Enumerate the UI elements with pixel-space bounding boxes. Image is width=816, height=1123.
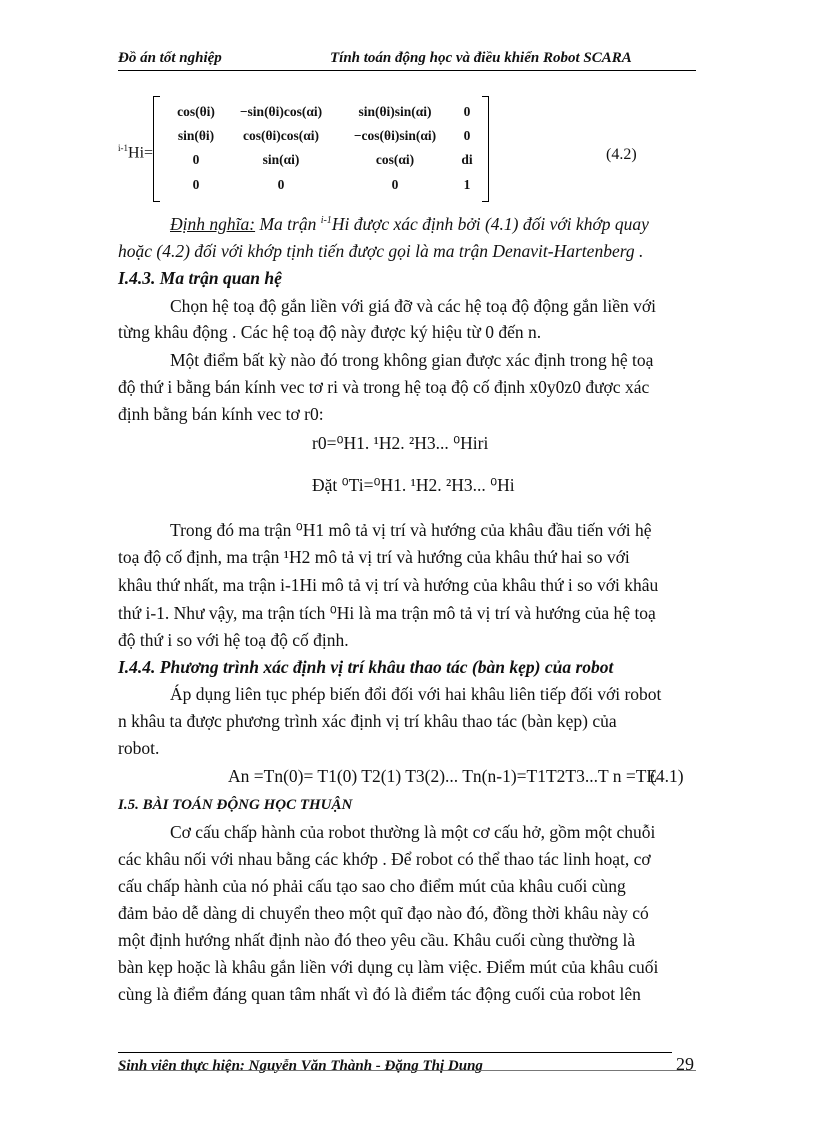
- paragraph-line: toạ độ cố định, ma trận ¹H2 mô tả vị trí và hướng của khâu thứ hai so với: [118, 547, 630, 567]
- matrix-cell: 0: [463, 104, 471, 119]
- footer-authors: Sinh viên thực hiện: Nguyễn Văn Thành - Đặng Thị Dung: [118, 1058, 483, 1074]
- header-right: Tính toán động học và điều khiển Robot SCARA: [330, 50, 632, 66]
- matrix-cell: sin(αi): [262, 152, 300, 167]
- paragraph-line: cùng là điểm đáng quan tâm nhất vì đó là điểm tác động cuối của robot lên: [118, 984, 641, 1004]
- paragraph-line: thứ i-1. Như vậy, ma trận tích ⁰Hi là ma trận mô tả vị trí và hướng của hệ toạ: [118, 603, 656, 623]
- equation: An =Tn(0)= T1(0) T2(1) T3(2)... Tn(n-1)=T1T2T3...T n =TE: [228, 766, 658, 786]
- paragraph-line: cấu chấp hành của nó phải cấu tạo sao cho điểm mút của khâu cuối cùng: [118, 876, 626, 896]
- paragraph-line: robot.: [118, 738, 160, 758]
- matrix-cell: cos(θi)cos(αi): [242, 128, 320, 143]
- paragraph-line: Một điểm bất kỳ nào đó trong không gian được xác định trong hệ toạ: [170, 350, 654, 370]
- equation: r0=⁰H1. ¹H2. ²H3... ⁰Hiri: [312, 433, 489, 453]
- header-left: Đồ án tốt nghiệp: [118, 50, 222, 66]
- paragraph-line: định bằng bán kính vec tơ r0:: [118, 404, 324, 424]
- equation-number: (4.2): [606, 146, 637, 163]
- matrix-cell: 0: [463, 128, 471, 143]
- paragraph-line: các khâu nối với nhau bằng các khớp . Để robot có thể thao tác linh hoạt, cơ: [118, 849, 651, 869]
- paragraph-line: khâu thứ nhất, ma trận i-1Hi mô tả vị trí và hướng của khâu thứ i so với khâu: [118, 575, 659, 595]
- page-header: [118, 50, 696, 71]
- matrix-cell: sin(θi): [177, 128, 215, 143]
- paragraph-line: một định hướng nhất định nào đó theo yêu cầu. Khâu cuối cùng thường là: [118, 930, 636, 950]
- matrix-cell: 0: [391, 177, 399, 192]
- matrix-cell: −sin(θi)cos(αi): [239, 104, 323, 119]
- matrix-cell: cos(αi): [375, 152, 415, 167]
- paragraph-line: độ thứ i so với hệ toạ độ cố định.: [118, 630, 349, 650]
- matrix-cell: di: [461, 152, 473, 167]
- page-border: [118, 1070, 696, 1071]
- paragraph-line: bàn kẹp hoặc là khâu gắn liền với dụng cụ làm việc. Điểm mút của khâu cuối: [118, 957, 659, 977]
- page-number: 29: [676, 1054, 694, 1074]
- equation: Đặt ⁰Ti=⁰H1. ¹H2. ²H3... ⁰Hi: [312, 475, 515, 495]
- paragraph-line: Trong đó ma trận ⁰H1 mô tả vị trí và hướng của khâu đầu tiến với hệ: [170, 520, 652, 540]
- section-heading: I.5. BÀI TOÁN ĐỘNG HỌC THUẬN: [118, 797, 353, 813]
- matrix-label: $^{i-1}$Hi=: [118, 143, 154, 162]
- matrix-cell: sin(θi)sin(αi): [358, 104, 432, 119]
- dh-matrix: [153, 96, 489, 202]
- matrix-cell: 0: [192, 177, 200, 192]
- matrix-cell: 1: [463, 177, 471, 192]
- matrix-cell: 0: [192, 152, 200, 167]
- matrix-cell: 0: [277, 177, 285, 192]
- footer-rule: [118, 1052, 672, 1053]
- equation-number: (4.1): [650, 766, 684, 786]
- definition-line-2: hoặc (4.2) đối với khớp tịnh tiến được gọi là ma trận Denavit-Hartenberg .: [118, 241, 644, 261]
- section-heading: I.4.4. Phương trình xác định vị trí khâu thao tác (bàn kẹp) của robot: [118, 657, 614, 677]
- definition-line-1: Định nghĩa: Ma trận $^{i-1}$Hi được xác định bởi (4.1) đối với khớp quay: [170, 214, 649, 234]
- paragraph-line: n khâu ta được phương trình xác định vị trí khâu thao tác (bàn kẹp) của: [118, 711, 617, 731]
- paragraph-line: từng khâu động . Các hệ toạ độ này được ký hiệu từ 0 đến n.: [118, 322, 542, 342]
- matrix-cell: cos(θi): [177, 104, 215, 119]
- section-heading: I.4.3. Ma trận quan hệ: [118, 268, 282, 288]
- paragraph-line: độ thứ i bằng bán kính vec tơ ri và trong hệ toạ độ cố định x0y0z0 được xác: [118, 377, 650, 397]
- matrix-cell: −cos(θi)sin(αi): [353, 128, 437, 143]
- paragraph-line: đảm bảo dễ dàng di chuyển theo một quĩ đạo nào đó, đồng thời khâu này có: [118, 903, 649, 923]
- paragraph-line: Chọn hệ toạ độ gắn liền với giá đỡ và các hệ toạ độ động gắn liền với: [170, 296, 657, 316]
- paragraph-line: Áp dụng liên tục phép biến đổi đối với hai khâu liên tiếp đối với robot: [170, 684, 662, 704]
- paragraph-line: Cơ cấu chấp hành của robot thường là một cơ cấu hở, gồm một chuỗi: [170, 822, 656, 842]
